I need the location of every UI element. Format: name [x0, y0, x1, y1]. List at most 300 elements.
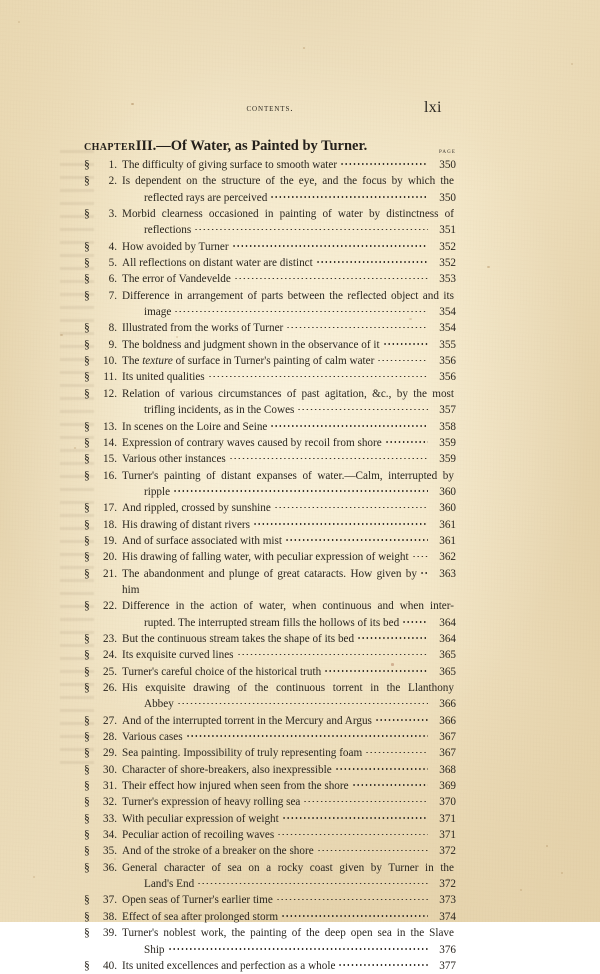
chapter-title-rest: III.—Of Water, as Painted by Turner.: [135, 137, 368, 154]
toc-entry-number: 15.: [103, 453, 117, 466]
toc-entry[interactable]: [84, 745, 456, 761]
toc-entry-number: 8.: [108, 322, 117, 335]
toc-entry-text: trifling incidents, as in the Cowes: [144, 404, 295, 417]
toc-entry-text: Sea painting. Impossibility of truly representing foam: [122, 747, 363, 760]
toc-entry-first-line: [84, 566, 456, 599]
toc-page-number: 361: [439, 518, 456, 531]
section-symbol: §: [84, 713, 90, 727]
section-symbol: §: [84, 288, 90, 302]
toc-entry[interactable]: [84, 794, 456, 810]
toc-entry-first-line: [84, 713, 456, 729]
toc-entry[interactable]: [84, 271, 456, 287]
toc-entry-text: All reflections on distant water are distinct: [122, 257, 313, 270]
toc-entry-continuation-line: [84, 304, 456, 320]
section-symbol: §: [84, 648, 90, 662]
toc-entry-number: 34.: [103, 829, 117, 842]
section-symbol: §: [84, 468, 90, 482]
dot-leader: [285, 533, 428, 544]
section-symbol: §: [84, 501, 90, 515]
toc-entry-number: 27.: [103, 714, 117, 727]
toc-entry[interactable]: [84, 288, 456, 321]
toc-page-number: 360: [439, 485, 456, 498]
toc-entry-first-line: [84, 680, 456, 696]
dot-leader: [229, 451, 428, 462]
toc-entry-number: 38.: [103, 910, 117, 923]
running-head: contents.: [246, 104, 294, 114]
section-symbol: §: [84, 681, 90, 694]
toc-entry-first-line: [84, 762, 456, 778]
toc-entry-text: And rippled, crossed by sunshine: [122, 502, 271, 515]
page-column-label: page: [439, 146, 456, 155]
toc-entry-number: 4.: [108, 240, 117, 253]
dot-leader: [317, 843, 428, 854]
toc-entry[interactable]: [84, 549, 456, 565]
toc-entry-text: But the continuous stream takes the shape of its bed: [122, 632, 355, 645]
toc-entry-number: 35.: [103, 845, 117, 858]
dot-leader: [357, 631, 428, 642]
dot-leader: [282, 811, 428, 822]
toc-entry-text: Turner's expression of heavy rolling sea: [122, 796, 301, 809]
toc-entry-number: 19.: [103, 534, 117, 547]
toc-entry[interactable]: [84, 925, 456, 958]
dot-leader: [186, 729, 428, 740]
toc-entry-first-line: [84, 157, 456, 173]
toc-entry-text: Difference in the action of water, when continuous and when inter-: [122, 600, 454, 613]
section-symbol: §: [84, 452, 90, 466]
toc-entry-text: His exquisite drawing of the continuous torrent in the Llanthony: [122, 682, 454, 694]
toc-entry-first-line: [84, 549, 456, 565]
dot-leader: [297, 402, 428, 413]
section-symbol: §: [84, 730, 90, 744]
dot-leader: [365, 745, 428, 756]
toc-page-number: 361: [439, 534, 456, 547]
section-symbol: §: [84, 517, 90, 531]
dot-leader: [338, 958, 428, 969]
toc-entry-number: 13.: [103, 420, 117, 433]
toc-entry-continuation-line: [84, 942, 456, 958]
section-symbol: §: [84, 893, 90, 907]
section-symbol: §: [84, 386, 90, 400]
toc-page-number: 353: [439, 273, 456, 286]
toc-entry-number: 16.: [103, 469, 117, 482]
toc-entry-text: Morbid clearness occasioned in painting of water by distinctness of: [122, 208, 454, 221]
toc-entry-text: How avoided by Turner: [122, 240, 229, 253]
section-symbol: §: [84, 746, 90, 760]
toc-page-number: 365: [439, 665, 456, 678]
section-symbol: §: [84, 158, 90, 171]
section-symbol: §: [84, 811, 90, 825]
toc-entry-first-line: [84, 271, 456, 287]
toc-entry-text: Character of shore-breakers, also inexpressible: [122, 763, 332, 776]
toc-entry-first-line: [84, 419, 456, 435]
dot-leader: [352, 778, 428, 789]
dot-leader: [274, 500, 428, 511]
toc-entry-text: Its exquisite curved lines: [122, 649, 234, 662]
toc-page-number: 362: [439, 551, 456, 564]
section-symbol: §: [84, 926, 90, 940]
section-symbol: §: [84, 174, 90, 188]
section-symbol: §: [84, 844, 90, 858]
section-symbol: §: [84, 239, 90, 253]
toc-page-number: 367: [439, 731, 456, 744]
dot-leader: [340, 157, 428, 168]
toc-entry-number: 32.: [103, 796, 117, 809]
toc-entry[interactable]: [84, 647, 456, 663]
dot-leader: [324, 664, 428, 675]
section-symbol: §: [84, 631, 90, 645]
section-symbol: §: [84, 795, 90, 809]
table-of-contents-list: [84, 157, 456, 974]
toc-page-number: 355: [439, 338, 456, 351]
toc-entry-first-line: [84, 468, 456, 484]
toc-entry-text: General character of sea on a rocky coast given by Turner in the: [122, 861, 454, 874]
dot-leader: [286, 320, 428, 331]
toc-entry-first-line: [84, 958, 456, 974]
section-symbol: §: [84, 779, 90, 793]
toc-entry-first-line: [84, 794, 456, 810]
section-symbol: §: [84, 370, 90, 384]
toc-entry-number: 22.: [103, 600, 117, 613]
toc-entry-text: Illustrated from the works of Turner: [122, 322, 284, 335]
dot-leader: [194, 222, 428, 233]
toc-entry-first-line: [84, 827, 456, 843]
toc-entry-number: 39.: [103, 927, 117, 940]
toc-page-number: 364: [439, 632, 456, 645]
toc-entry-text: Peculiar action of recoiling waves: [122, 829, 275, 842]
toc-entry-first-line: [84, 255, 456, 271]
section-symbol: §: [84, 533, 90, 547]
toc-entry[interactable]: [84, 369, 456, 385]
dot-leader: [276, 892, 428, 903]
toc-entry-first-line: [84, 173, 456, 189]
section-symbol: §: [84, 272, 90, 286]
toc-page-number: 371: [439, 829, 456, 842]
dot-leader: [208, 369, 428, 380]
section-symbol: §: [84, 828, 90, 842]
toc-page-number: 368: [439, 763, 456, 776]
toc-entry-text: Its united excellences and perfection as a whole: [122, 959, 336, 972]
toc-entry-text: Effect of sea after prolonged storm: [122, 910, 279, 923]
toc-entry-number: 1.: [108, 159, 117, 171]
toc-entry-text: And of the stroke of a breaker on the shore: [122, 845, 314, 858]
toc-entry-text: rupted. The interrupted stream fills the hollows of its bed: [144, 616, 400, 629]
toc-entry-number: 7.: [108, 289, 117, 302]
toc-entry[interactable]: [84, 778, 456, 794]
dot-leader: [281, 909, 428, 920]
dot-leader: [316, 255, 428, 266]
toc-entry[interactable]: [84, 566, 456, 599]
toc-entry-text: In scenes on the Loire and Seine: [122, 420, 268, 433]
toc-entry-first-line: [84, 337, 456, 353]
toc-entry-number: 29.: [103, 747, 117, 760]
toc-page-number: 359: [439, 436, 456, 449]
chapter-title-prefix: chapter: [84, 137, 136, 154]
toc-page-number: 373: [439, 894, 456, 907]
toc-page-number: 369: [439, 780, 456, 793]
toc-entry[interactable]: [84, 386, 456, 419]
toc-page-number: 365: [439, 649, 456, 662]
toc-entry[interactable]: [84, 337, 456, 353]
toc-entry-first-line: [84, 517, 456, 533]
toc-page-number: 371: [439, 812, 456, 825]
dot-leader: [253, 517, 428, 528]
toc-entry-number: 24.: [103, 649, 117, 662]
toc-entry[interactable]: [84, 909, 456, 925]
section-symbol: §: [84, 664, 90, 678]
dot-leader: [375, 713, 428, 724]
toc-entry-text: The difficulty of giving surface to smooth water: [122, 159, 338, 171]
toc-entry-number: 14.: [103, 436, 117, 449]
toc-entry-number: 12.: [103, 387, 117, 400]
toc-page-number: 356: [439, 371, 456, 384]
toc-entry-first-line: [84, 239, 456, 255]
toc-page-number: 366: [439, 698, 456, 711]
toc-entry-first-line: [84, 435, 456, 451]
toc-entry-number: 9.: [108, 338, 117, 351]
toc-entry[interactable]: [84, 533, 456, 549]
toc-entry-text: His drawing of distant rivers: [122, 518, 251, 531]
toc-entry-first-line: [84, 745, 456, 761]
section-symbol: §: [84, 354, 90, 368]
toc-page-number: 372: [439, 845, 456, 858]
toc-entry-first-line: [84, 778, 456, 794]
toc-entry-first-line: [84, 909, 456, 925]
toc-entry-first-line: [84, 598, 456, 614]
section-symbol: §: [84, 762, 90, 776]
toc-entry-number: 5.: [108, 257, 117, 270]
dot-leader: [232, 239, 428, 250]
toc-page-number: 350: [439, 191, 456, 204]
toc-entry-first-line: [84, 843, 456, 859]
toc-entry[interactable]: [84, 680, 456, 713]
toc-entry[interactable]: [84, 173, 456, 206]
toc-entry[interactable]: [84, 598, 456, 631]
toc-entry-first-line: [84, 647, 456, 663]
toc-entry-text: Various cases: [122, 731, 183, 744]
toc-entry[interactable]: [84, 892, 456, 908]
dot-leader: [173, 484, 428, 495]
toc-entry-text: reflected rays are perceived: [144, 191, 268, 204]
toc-entry-first-line: [84, 860, 456, 876]
toc-entry-first-line: [84, 533, 456, 549]
toc-entry[interactable]: [84, 517, 456, 533]
toc-entry-first-line: [84, 288, 456, 304]
toc-page-number: 370: [439, 796, 456, 809]
dot-leader: [402, 615, 428, 626]
toc-page-number: 367: [439, 747, 456, 760]
toc-entry-continuation-line: [84, 484, 456, 500]
toc-page-number: 366: [439, 714, 456, 727]
toc-entry[interactable]: [84, 811, 456, 827]
toc-entry-first-line: [84, 206, 456, 222]
folio-number: lxi: [424, 99, 442, 116]
toc-page-number: 377: [439, 959, 456, 972]
toc-entry-first-line: [84, 664, 456, 680]
dot-leader: [335, 762, 428, 773]
toc-entry[interactable]: [84, 157, 456, 173]
toc-entry-text: Turner's painting of distant expanses of water.—Calm, interrupted by: [122, 469, 454, 482]
toc-entry-text: The boldness and judgment shown in the observance of it: [122, 338, 380, 351]
toc-entry-text: And of the interrupted torrent in the Mercury and Argus: [122, 714, 372, 727]
toc-entry-text: The texture of surface in Turner's painting of calm water: [122, 355, 375, 368]
toc-entry[interactable]: [84, 713, 456, 729]
toc-entry-number: 21.: [103, 567, 117, 580]
toc-page-number: 352: [439, 240, 456, 253]
toc-entry-text: With peculiar expression of weight: [122, 812, 279, 825]
toc-entry-continuation-line: [84, 222, 456, 238]
toc-entry-number: 23.: [103, 632, 117, 645]
toc-entry-number: 40.: [103, 959, 117, 972]
dot-leader: [237, 647, 428, 658]
toc-entry-number: 30.: [103, 763, 117, 776]
toc-entry[interactable]: [84, 435, 456, 451]
toc-entry[interactable]: [84, 827, 456, 843]
toc-entry[interactable]: [84, 451, 456, 467]
section-symbol: §: [84, 550, 90, 564]
section-symbol: §: [84, 566, 90, 580]
toc-page-number: 350: [439, 159, 456, 171]
toc-entry[interactable]: [84, 958, 456, 974]
toc-entry[interactable]: [84, 353, 456, 369]
toc-entry[interactable]: [84, 320, 456, 336]
toc-page-number: 376: [439, 943, 456, 956]
toc-entry[interactable]: [84, 206, 456, 239]
toc-entry[interactable]: [84, 762, 456, 778]
toc-entry-number: 33.: [103, 812, 117, 825]
toc-entry[interactable]: [84, 419, 456, 435]
toc-entry-number: 20.: [103, 551, 117, 564]
dot-leader: [303, 794, 428, 805]
toc-entry-text: Turner's careful choice of the historical truth: [122, 665, 322, 678]
toc-entry-text: Their effect how injured when seen from the shore: [122, 780, 349, 793]
toc-page-number: 354: [439, 306, 456, 319]
toc-entry[interactable]: [84, 664, 456, 680]
toc-entry-text: His drawing of falling water, with peculiar expression of weight: [122, 551, 409, 564]
toc-entry-text: Turner's noblest work, the painting of the deep open sea in the Slave: [122, 927, 454, 940]
dot-leader: [385, 435, 428, 446]
toc-entry-text: Is dependent on the structure of the eye, and the focus by which the: [122, 175, 454, 188]
toc-entry-number: 37.: [103, 894, 117, 907]
toc-entry-text: The error of Vandevelde: [122, 273, 231, 286]
dot-leader: [270, 419, 428, 430]
dot-leader: [168, 942, 428, 953]
section-symbol: §: [84, 337, 90, 351]
section-symbol: §: [84, 599, 90, 613]
toc-page-number: 352: [439, 257, 456, 270]
toc-entry-number: 31.: [103, 780, 117, 793]
toc-entry-text: Relation of various circumstances of past agitation, &c., by the most: [122, 387, 454, 400]
toc-entry-continuation-line: [84, 402, 456, 418]
section-symbol: §: [84, 419, 90, 433]
toc-entry[interactable]: [84, 468, 456, 501]
toc-entry-number: 10.: [103, 355, 117, 368]
toc-entry-text: Expression of contrary waves caused by recoil from shore: [122, 436, 382, 449]
dot-leader: [174, 304, 428, 315]
section-symbol: §: [84, 321, 90, 335]
toc-entry-text: Land's End: [144, 878, 195, 891]
section-symbol: §: [84, 207, 90, 221]
toc-page-number: 358: [439, 420, 456, 433]
toc-entry-number: 36.: [103, 861, 117, 874]
toc-entry-text: Ship: [144, 943, 165, 956]
toc-entry[interactable]: [84, 500, 456, 516]
toc-entry-text: image: [144, 306, 172, 319]
toc-entry-text: reflections: [144, 224, 192, 237]
dot-leader: [234, 271, 428, 282]
toc-entry-first-line: [84, 925, 456, 941]
toc-page-number: 356: [439, 355, 456, 368]
dot-leader: [197, 876, 428, 887]
toc-entry-text: The abandonment and plunge of great cataracts. How given by him: [122, 567, 417, 596]
toc-entry-number: 2.: [108, 175, 117, 188]
toc-entry[interactable]: [84, 239, 456, 255]
dot-leader: [383, 337, 428, 348]
section-symbol: §: [84, 909, 90, 923]
toc-page-number: 357: [439, 404, 456, 417]
toc-page-number: 363: [439, 567, 456, 580]
toc-page-number: 354: [439, 322, 456, 335]
dot-leader: [277, 827, 428, 838]
toc-entry-text: Difference in arrangement of parts between the reflected object and its: [122, 289, 454, 302]
toc-entry-first-line: [84, 386, 456, 402]
toc-entry-number: 25.: [103, 665, 117, 678]
toc-page-number: 351: [439, 224, 456, 237]
toc-page-number: 359: [439, 453, 456, 466]
toc-entry[interactable]: [84, 255, 456, 271]
dot-leader: [177, 696, 428, 707]
toc-entry-continuation-line: [84, 190, 456, 206]
toc-entry-first-line: [84, 729, 456, 745]
toc-entry[interactable]: [84, 843, 456, 859]
toc-entry-text: ripple: [144, 485, 171, 498]
toc-entry[interactable]: [84, 631, 456, 647]
toc-entry-text: And of surface associated with mist: [122, 534, 283, 547]
toc-entry-number: 26.: [103, 682, 117, 694]
toc-page-number: 372: [439, 878, 456, 891]
toc-entry-first-line: [84, 631, 456, 647]
toc-entry[interactable]: [84, 729, 456, 745]
toc-entry-number: 11.: [103, 371, 117, 384]
toc-entry-first-line: [84, 892, 456, 908]
toc-page-number: 360: [439, 502, 456, 515]
toc-entry[interactable]: [84, 860, 456, 893]
dot-leader: [377, 353, 428, 364]
toc-entry-first-line: [84, 451, 456, 467]
toc-page-number: 374: [439, 910, 456, 923]
toc-page-number: 364: [439, 616, 456, 629]
section-symbol: §: [84, 860, 90, 874]
toc-entry-continuation-line: [84, 696, 456, 712]
toc-entry-first-line: [84, 369, 456, 385]
dot-leader: [412, 549, 428, 560]
section-symbol: §: [84, 256, 90, 270]
toc-entry-first-line: [84, 811, 456, 827]
toc-entry-continuation-line: [84, 615, 456, 631]
section-symbol: §: [84, 958, 90, 972]
dot-leader: [270, 190, 428, 201]
toc-entry-number: 18.: [103, 518, 117, 531]
toc-entry-text: Abbey: [144, 698, 174, 711]
toc-entry-continuation-line: [84, 876, 456, 892]
toc-entry-number: 17.: [103, 502, 117, 515]
toc-entry-text: Its united qualities: [122, 371, 205, 384]
toc-entry-text: Open seas of Turner's earlier time: [122, 894, 273, 907]
toc-entry-number: 6.: [108, 273, 117, 286]
toc-entry-first-line: [84, 320, 456, 336]
toc-entry-number: 28.: [103, 731, 117, 744]
dot-leader: [420, 566, 428, 577]
toc-entry-first-line: [84, 353, 456, 369]
